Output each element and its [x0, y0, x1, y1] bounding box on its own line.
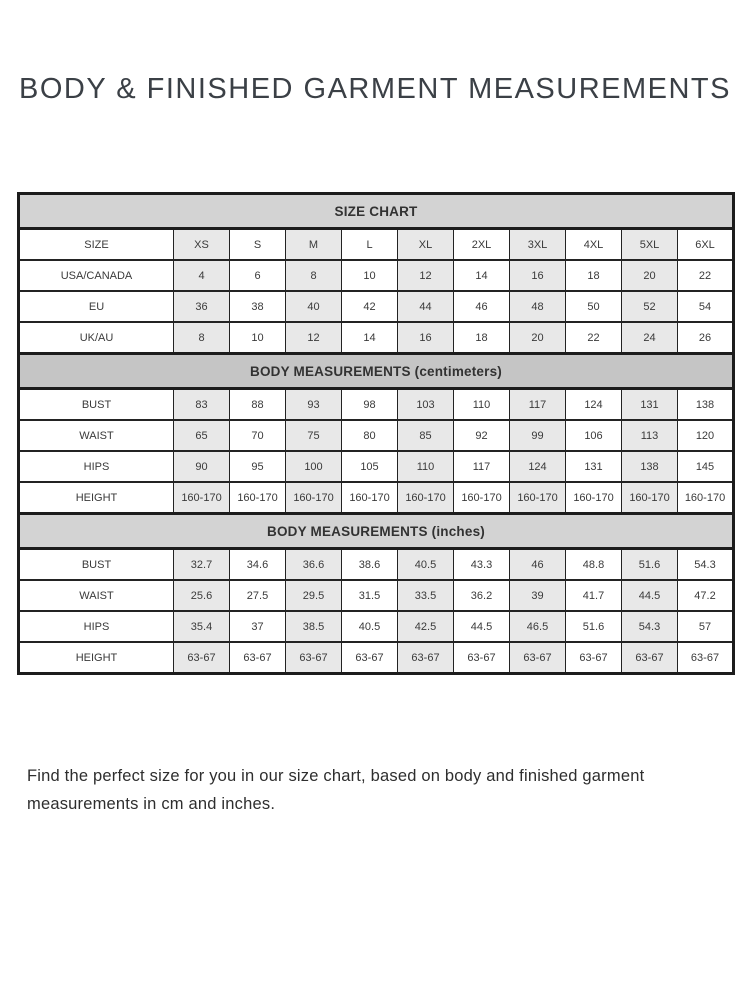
row-label: BUST	[19, 389, 174, 421]
value-cell: 10	[230, 322, 286, 354]
row-label: WAIST	[19, 580, 174, 611]
value-cell: 4XL	[566, 229, 622, 261]
table-row	[19, 389, 734, 421]
value-cell: 160-170	[678, 482, 734, 514]
value-cell: XL	[398, 229, 454, 261]
table-row	[19, 291, 734, 322]
value-cell: 113	[622, 420, 678, 451]
value-cell: 33.5	[398, 580, 454, 611]
value-cell: 20	[510, 322, 566, 354]
value-cell: 63-67	[342, 642, 398, 674]
value-cell: 26	[678, 322, 734, 354]
value-cell: 27.5	[230, 580, 286, 611]
value-cell: 48.8	[566, 549, 622, 581]
value-cell: 35.4	[174, 611, 230, 642]
value-cell: 42	[342, 291, 398, 322]
table-row	[19, 549, 734, 581]
value-cell: 5XL	[622, 229, 678, 261]
value-cell: 2XL	[454, 229, 510, 261]
row-label: USA/CANADA	[19, 260, 174, 291]
value-cell: 14	[342, 322, 398, 354]
value-cell: 50	[566, 291, 622, 322]
value-cell: 88	[230, 389, 286, 421]
value-cell: 63-67	[230, 642, 286, 674]
value-cell: 105	[342, 451, 398, 482]
value-cell: 117	[510, 389, 566, 421]
value-cell: 124	[510, 451, 566, 482]
value-cell: 42.5	[398, 611, 454, 642]
row-label: HIPS	[19, 451, 174, 482]
value-cell: 85	[398, 420, 454, 451]
value-cell: 63-67	[454, 642, 510, 674]
value-cell: 46	[454, 291, 510, 322]
value-cell: 48	[510, 291, 566, 322]
value-cell: 40	[286, 291, 342, 322]
value-cell: 160-170	[398, 482, 454, 514]
value-cell: 25.6	[174, 580, 230, 611]
size-chart-table	[17, 192, 735, 675]
table-row	[19, 482, 734, 514]
value-cell: 14	[454, 260, 510, 291]
value-cell: 145	[678, 451, 734, 482]
value-cell: 160-170	[174, 482, 230, 514]
value-cell: 131	[566, 451, 622, 482]
value-cell: 160-170	[622, 482, 678, 514]
value-cell: 46	[510, 549, 566, 581]
section-header-row	[19, 514, 734, 549]
footer-note: Find the perfect size for you in our size chart, based on body and finished garment measurements in cm and inches.	[27, 767, 645, 813]
value-cell: 57	[678, 611, 734, 642]
value-cell: 4	[174, 260, 230, 291]
value-cell: 160-170	[286, 482, 342, 514]
section-header: SIZE CHART	[19, 194, 734, 229]
table-row	[19, 420, 734, 451]
row-label: EU	[19, 291, 174, 322]
value-cell: L	[342, 229, 398, 261]
value-cell: 100	[286, 451, 342, 482]
row-label: HIPS	[19, 611, 174, 642]
value-cell: 75	[286, 420, 342, 451]
value-cell: 18	[566, 260, 622, 291]
value-cell: 22	[566, 322, 622, 354]
value-cell: 160-170	[342, 482, 398, 514]
value-cell: 131	[622, 389, 678, 421]
section-header-row	[19, 194, 734, 229]
value-cell: 80	[342, 420, 398, 451]
value-cell: 32.7	[174, 549, 230, 581]
table-row	[19, 580, 734, 611]
section-header: BODY MEASUREMENTS (inches)	[19, 514, 734, 549]
value-cell: 29.5	[286, 580, 342, 611]
value-cell: 63-67	[622, 642, 678, 674]
value-cell: 18	[454, 322, 510, 354]
table-row	[19, 260, 734, 291]
value-cell: 44.5	[622, 580, 678, 611]
value-cell: 34.6	[230, 549, 286, 581]
value-cell: 10	[342, 260, 398, 291]
table-row	[19, 451, 734, 482]
value-cell: 51.6	[622, 549, 678, 581]
value-cell: 12	[398, 260, 454, 291]
value-cell: 36.2	[454, 580, 510, 611]
value-cell: 46.5	[510, 611, 566, 642]
value-cell: 16	[398, 322, 454, 354]
value-cell: M	[286, 229, 342, 261]
section-header: BODY MEASUREMENTS (centimeters)	[19, 354, 734, 389]
value-cell: 160-170	[510, 482, 566, 514]
value-cell: 63-67	[566, 642, 622, 674]
value-cell: 138	[678, 389, 734, 421]
value-cell: 31.5	[342, 580, 398, 611]
value-cell: XS	[174, 229, 230, 261]
value-cell: 37	[230, 611, 286, 642]
table-row	[19, 642, 734, 674]
value-cell: 44.5	[454, 611, 510, 642]
value-cell: 36.6	[286, 549, 342, 581]
value-cell: 8	[286, 260, 342, 291]
value-cell: 63-67	[174, 642, 230, 674]
value-cell: 24	[622, 322, 678, 354]
table-row	[19, 322, 734, 354]
value-cell: 52	[622, 291, 678, 322]
value-cell: 3XL	[510, 229, 566, 261]
value-cell: 83	[174, 389, 230, 421]
row-label: HEIGHT	[19, 642, 174, 674]
value-cell: 54.3	[622, 611, 678, 642]
value-cell: 120	[678, 420, 734, 451]
value-cell: 117	[454, 451, 510, 482]
value-cell: 110	[398, 451, 454, 482]
value-cell: 8	[174, 322, 230, 354]
value-cell: 65	[174, 420, 230, 451]
value-cell: 38.5	[286, 611, 342, 642]
value-cell: 39	[510, 580, 566, 611]
value-cell: 41.7	[566, 580, 622, 611]
value-cell: 90	[174, 451, 230, 482]
value-cell: 103	[398, 389, 454, 421]
section-header-row	[19, 354, 734, 389]
value-cell: 63-67	[510, 642, 566, 674]
value-cell: 38	[230, 291, 286, 322]
value-cell: 124	[566, 389, 622, 421]
value-cell: 22	[678, 260, 734, 291]
value-cell: 63-67	[398, 642, 454, 674]
row-label: HEIGHT	[19, 482, 174, 514]
value-cell: 138	[622, 451, 678, 482]
value-cell: 99	[510, 420, 566, 451]
value-cell: 44	[398, 291, 454, 322]
table-row	[19, 611, 734, 642]
value-cell: 92	[454, 420, 510, 451]
value-cell: 54.3	[678, 549, 734, 581]
row-label: BUST	[19, 549, 174, 581]
value-cell: 160-170	[454, 482, 510, 514]
value-cell: 16	[510, 260, 566, 291]
value-cell: S	[230, 229, 286, 261]
row-label: SIZE	[19, 229, 174, 261]
value-cell: 106	[566, 420, 622, 451]
value-cell: 51.6	[566, 611, 622, 642]
value-cell: 95	[230, 451, 286, 482]
value-cell: 63-67	[678, 642, 734, 674]
value-cell: 98	[342, 389, 398, 421]
value-cell: 36	[174, 291, 230, 322]
value-cell: 6	[230, 260, 286, 291]
value-cell: 43.3	[454, 549, 510, 581]
table-row	[19, 229, 734, 261]
value-cell: 38.6	[342, 549, 398, 581]
value-cell: 47.2	[678, 580, 734, 611]
value-cell: 160-170	[230, 482, 286, 514]
page-title: BODY & FINISHED GARMENT MEASUREMENTS	[19, 73, 731, 105]
value-cell: 12	[286, 322, 342, 354]
value-cell: 40.5	[398, 549, 454, 581]
value-cell: 110	[454, 389, 510, 421]
size-chart-table-body	[19, 194, 734, 674]
value-cell: 40.5	[342, 611, 398, 642]
value-cell: 160-170	[566, 482, 622, 514]
row-label: UK/AU	[19, 322, 174, 354]
value-cell: 63-67	[286, 642, 342, 674]
value-cell: 93	[286, 389, 342, 421]
value-cell: 54	[678, 291, 734, 322]
value-cell: 70	[230, 420, 286, 451]
value-cell: 20	[622, 260, 678, 291]
value-cell: 6XL	[678, 229, 734, 261]
row-label: WAIST	[19, 420, 174, 451]
